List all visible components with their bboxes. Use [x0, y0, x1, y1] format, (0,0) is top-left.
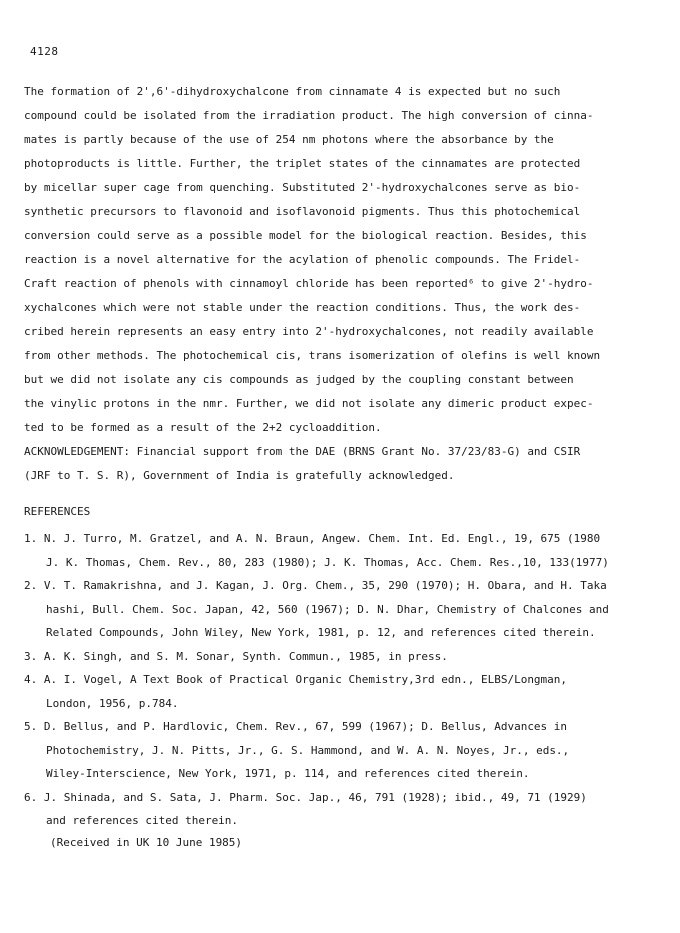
reference-line: 3. A. K. Singh, and S. M. Sonar, Synth. Commun., 1985, in press.	[24, 649, 448, 663]
body-line: the vinylic protons in the nmr. Further, we did not isolate any dimeric product expec-	[24, 397, 594, 410]
received-date: (Received in UK 10 June 1985)	[50, 836, 243, 849]
page-number: 4128	[30, 45, 59, 58]
body-line: compound could be isolated from the irradiation product. The high conversion of cinna-	[24, 109, 594, 122]
body-line: from other methods. The photochemical cis, trans isomerization of olefins is well known	[24, 349, 601, 362]
references-heading: REFERENCES	[24, 505, 91, 518]
body-line: xychalcones which were not stable under the reaction conditions. Thus, the work des-	[24, 301, 581, 314]
reference-line: hashi, Bull. Chem. Soc. Japan, 42, 560 (1967); D. N. Dhar, Chemistry of Chalcones and	[46, 602, 609, 616]
body-line: by micellar super cage from quenching. Substituted 2'-hydroxychalcones serve as bio-	[24, 181, 581, 194]
body-line: synthetic precursors to flavonoid and isoflavonoid pigments. Thus this photochemical	[24, 205, 581, 218]
body-line: The formation of 2',6'-dihydroxychalcone from cinnamate 4 is expected but no such	[24, 85, 561, 98]
references-list	[24, 527, 660, 833]
body-line: mates is partly because of the use of 254 nm photons where the absorbance by the	[24, 133, 554, 146]
reference-line: 4. A. I. Vogel, A Text Book of Practical Organic Chemistry,3rd edn., ELBS/Longman,	[24, 673, 568, 686]
reference-line: London, 1956, p.784.	[46, 696, 179, 710]
reference-line: 1. N. J. Turro, M. Gratzel, and A. N. Braun, Angew. Chem. Int. Ed. Engl., 19, 675 (1980	[24, 532, 601, 545]
body-line: conversion could serve as a possible model for the biological reaction. Besides, this	[24, 229, 587, 242]
reference-line: J. K. Thomas, Chem. Rev., 80, 283 (1980); J. K. Thomas, Acc. Chem. Res.,10, 133(1977)	[46, 555, 609, 569]
acknowledgement-line: ACKNOWLEDGEMENT: Financial support from the DAE (BRNS Grant No. 37/23/83-G) and CSIR	[24, 445, 581, 458]
reference-line: and references cited therein.	[46, 814, 239, 827]
body-line: reaction is a novel alternative for the acylation of phenolic compounds. The Fridel-	[24, 253, 581, 266]
reference-line: Related Compounds, John Wiley, New York, 1981, p. 12, and references cited therein.	[46, 626, 596, 639]
reference-line: 5. D. Bellus, and P. Hardlovic, Chem. Rev., 67, 599 (1967); D. Bellus, Advances in	[24, 720, 568, 733]
body-line: but we did not isolate any cis compounds as judged by the coupling constant between	[24, 373, 574, 386]
body-text	[24, 80, 652, 488]
reference-line: Photochemistry, J. N. Pitts, Jr., G. S. Hammond, and W. A. N. Noyes, Jr., eds.,	[46, 743, 570, 757]
reference-line: 2. V. T. Ramakrishna, and J. Kagan, J. Org. Chem., 35, 290 (1970); H. Obara, and H. Taka	[24, 579, 607, 592]
acknowledgement-line: (JRF to T. S. R), Government of India is gratefully acknowledged.	[24, 469, 455, 482]
body-line: Craft reaction of phenols with cinnamoyl chloride has been reported⁶ to give 2'-hydro-	[24, 277, 594, 290]
body-line: ted to be formed as a result of the 2+2 cycloaddition.	[24, 421, 382, 434]
body-line: photoproducts is little. Further, the triplet states of the cinnamates are protected	[24, 157, 581, 170]
reference-line: 6. J. Shinada, and S. Sata, J. Pharm. Soc. Jap., 46, 791 (1928); ibid., 49, 71 (1929)	[24, 790, 587, 804]
reference-line: Wiley-Interscience, New York, 1971, p. 114, and references cited therein.	[46, 767, 530, 780]
body-line: cribed herein represents an easy entry into 2'-hydroxychalcones, not readily available	[24, 325, 594, 338]
